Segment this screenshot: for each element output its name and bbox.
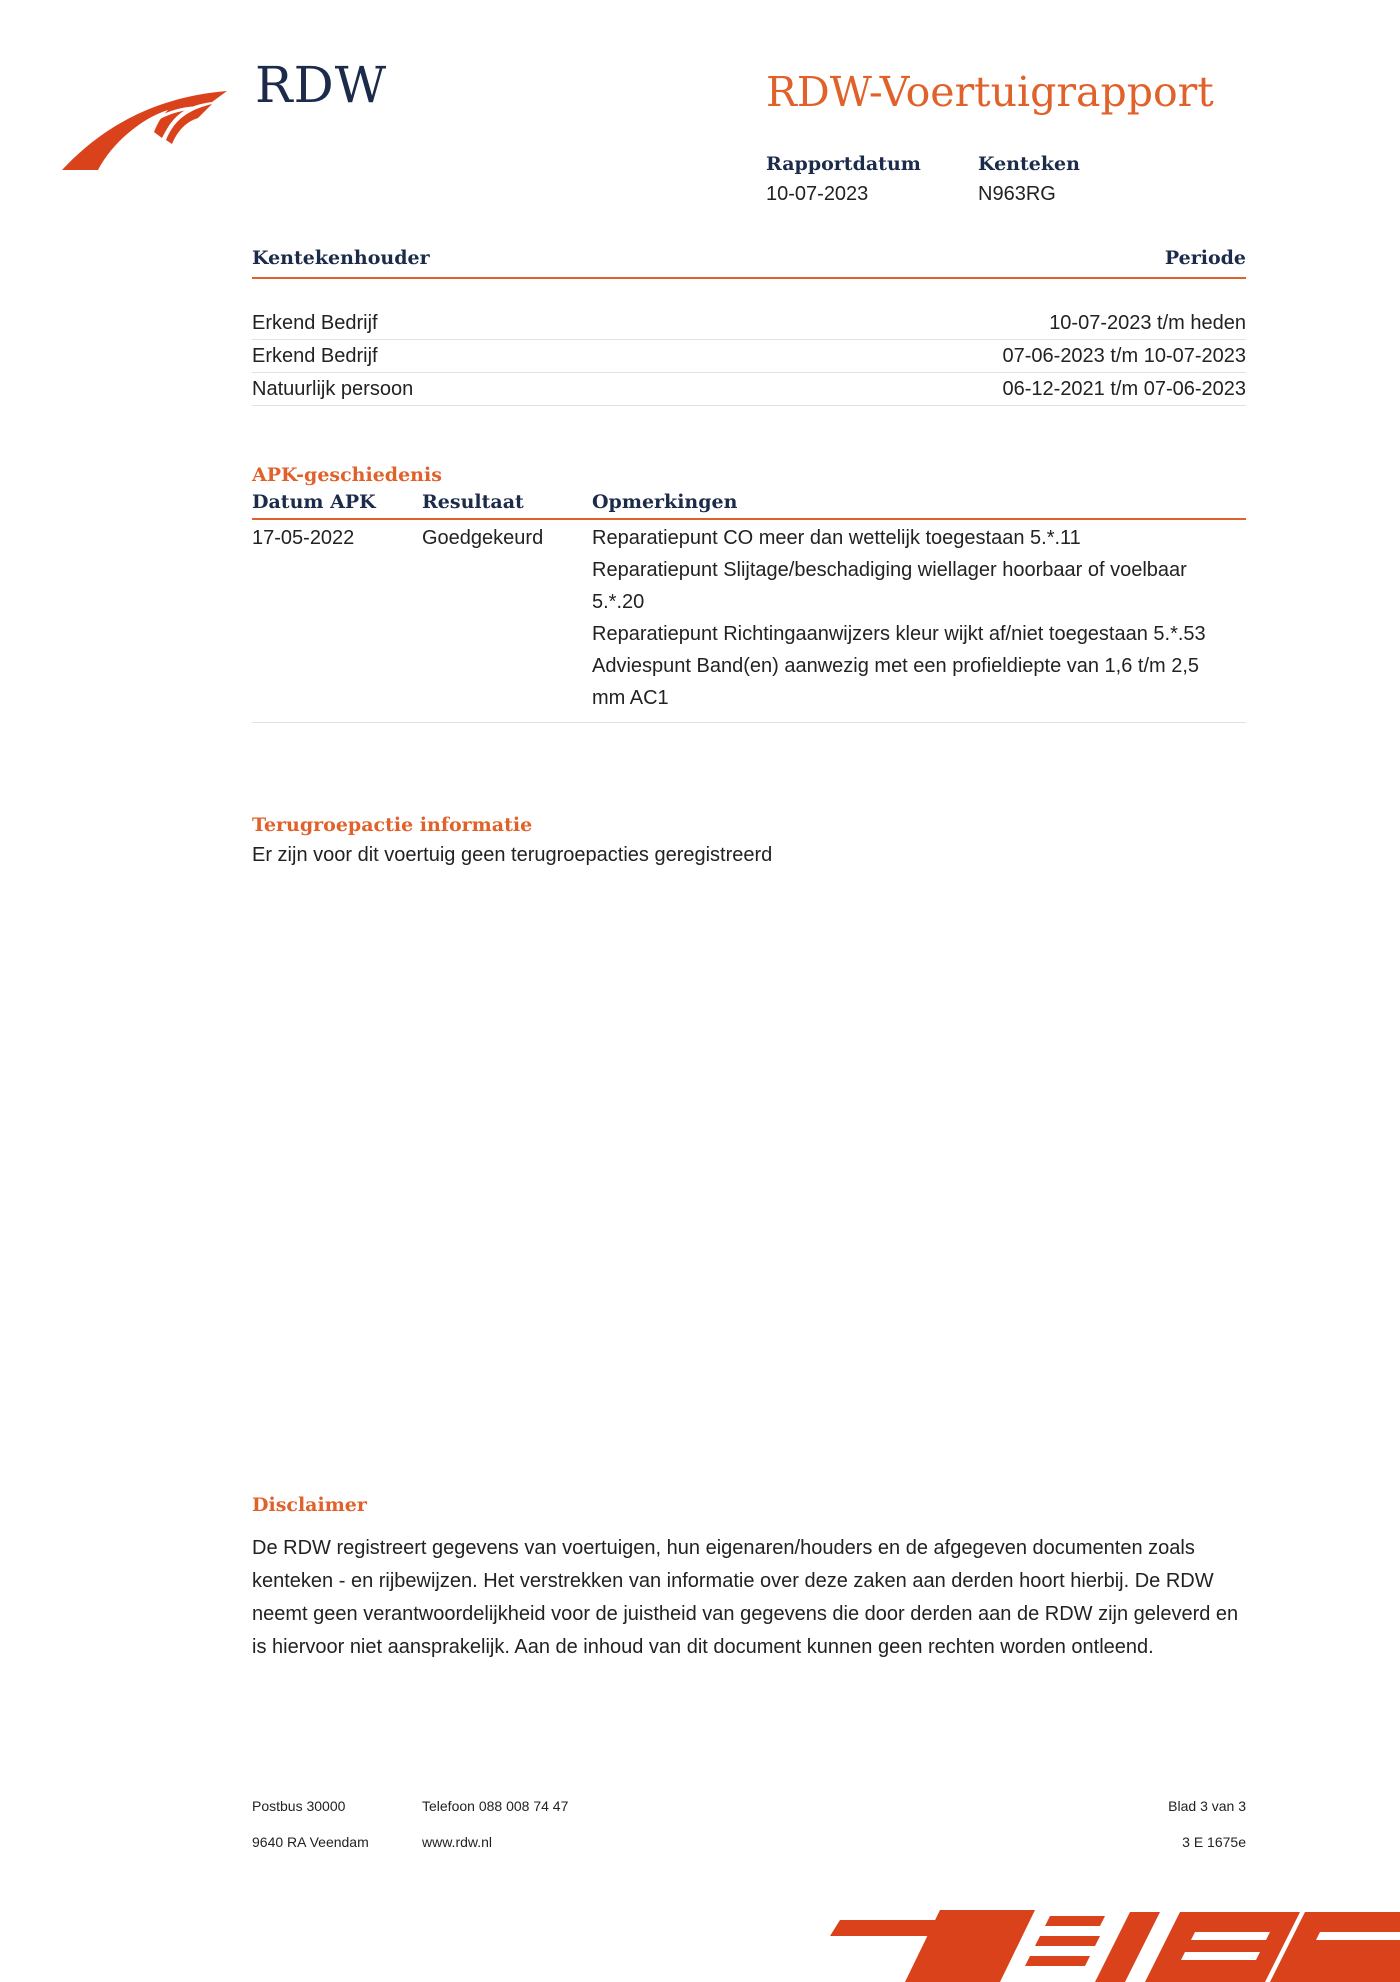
footer-city: 9640 RA Veendam (252, 1834, 369, 1850)
recall-section (252, 814, 1246, 867)
apk-remarks-column-header: Opmerkingen (592, 491, 738, 513)
report-date-label: Rapportdatum (766, 153, 921, 175)
apk-remark: Reparatiepunt CO meer dan wettelijk toegestaan 5.*.11 (592, 527, 1081, 549)
apk-remarks-cell (592, 522, 1246, 714)
disclaimer-section (252, 1494, 1246, 1664)
footer-website: www.rdw.nl (422, 1834, 493, 1850)
license-plate-value: N963RG (978, 183, 1056, 205)
disclaimer-text: De RDW registreert gegevens van voertuigen, hun eigenaren/houders en de afgegeven documenten zoals kenteken - en rijbewijzen. Het verstrekken van informatie over deze zaken aan derden hoort hierbij. De RDW neemt geen verantwoordelijkheid voor de juistheid van gegevens die door derden aan de RDW zijn geleverd en is hiervoor niet aansprakelijk. Aan de inhoud van dit document kunnen geen rechten worden ontleend. (252, 1537, 1239, 1658)
apk-result-cell: Goedgekeurd (422, 527, 544, 549)
report-date-value: 10-07-2023 (766, 183, 869, 205)
holder-table-header (252, 247, 1246, 279)
table-row (252, 340, 1246, 373)
footer-postbus: Postbus 30000 (252, 1798, 346, 1814)
apk-history-section (252, 464, 1246, 723)
period-column-header: Periode (1164, 247, 1246, 269)
page-title: RDW-Voertuigrapport (766, 68, 1214, 116)
holder-table (252, 247, 1246, 406)
table-row (252, 520, 1246, 723)
apk-date-column-header: Datum APK (252, 491, 376, 513)
footer-phone: Telefoon 088 008 74 47 (422, 1798, 569, 1814)
license-plate-label: Kenteken (978, 153, 1080, 175)
period-cell: 06-12-2021 t/m 07-06-2023 (1002, 378, 1246, 400)
disclaimer-title: Disclaimer (252, 1494, 367, 1516)
footer-page-number: Blad 3 van 3 (1168, 1798, 1246, 1814)
period-cell: 10-07-2023 t/m heden (1049, 312, 1246, 334)
apk-remark: Reparatiepunt Slijtage/beschadiging wiellager hoorbaar of voelbaar 5.*.20 (592, 559, 1187, 613)
rdw-logo-icon (62, 88, 232, 174)
footer-code: 3 E 1675e (1182, 1834, 1246, 1850)
apk-result-column-header: Resultaat (422, 491, 524, 513)
brand-name: RDW (255, 56, 388, 114)
holder-column-header: Kentekenhouder (252, 247, 430, 269)
recall-text: Er zijn voor dit voertuig geen terugroepacties geregistreerd (252, 844, 773, 866)
apk-remark: Adviespunt Band(en) aanwezig met een profieldiepte van 1,6 t/m 2,5 mm AC1 (592, 655, 1200, 709)
period-cell: 07-06-2023 t/m 10-07-2023 (1002, 345, 1246, 367)
holder-cell: Natuurlijk persoon (252, 378, 414, 400)
holder-cell: Erkend Bedrijf (252, 312, 378, 334)
table-row (252, 373, 1246, 406)
table-row (252, 307, 1246, 340)
apk-remark: Reparatiepunt Richtingaanwijzers kleur wijkt af/niet toegestaan 5.*.53 (592, 623, 1206, 645)
recall-title: Terugroepactie informatie (252, 814, 533, 836)
holder-cell: Erkend Bedrijf (252, 345, 378, 367)
decorative-stripes-icon (800, 1902, 1400, 1982)
apk-table-header (252, 491, 1246, 520)
apk-date-cell: 17-05-2022 (252, 527, 355, 549)
apk-history-title: APK-geschiedenis (252, 464, 442, 486)
